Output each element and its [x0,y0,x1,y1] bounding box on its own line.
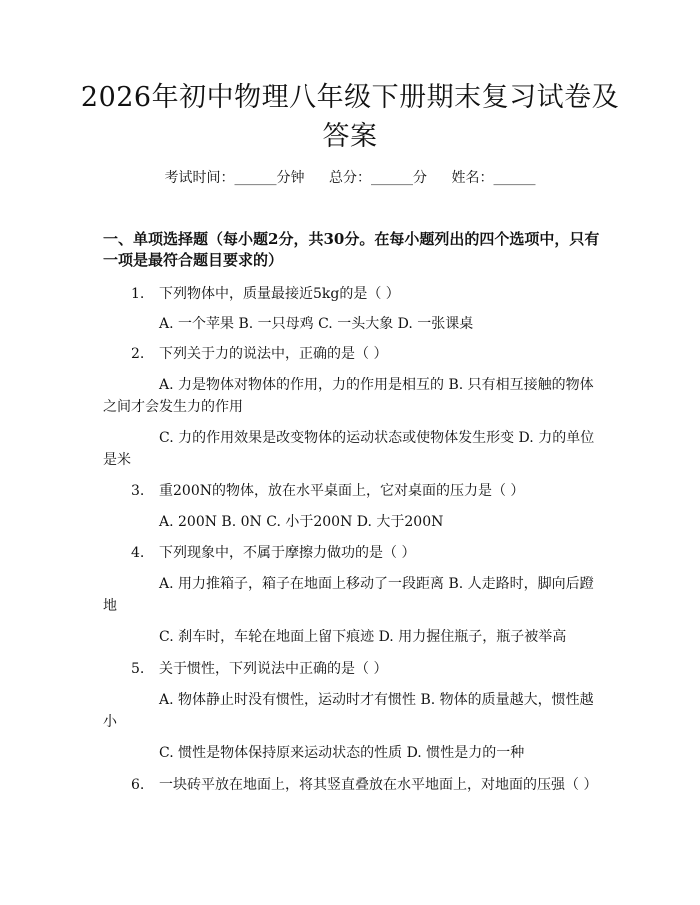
question-text: 一块砖平放在地面上，将其竖直叠放在水平地面上，对地面的压强（ ） [159,777,598,793]
question-5-options-cd: C. 惯性是物体保持原来运动状态的性质 D. 惯性是力的一种 [159,745,525,761]
question-text: 下列物体中，质量最接近5kg的是（ ） [159,286,400,302]
section-heading: 一、单项选择题（每小题2分，共30分。在每小题列出的四个选项中，只有一项是最符合题目要求的） [103,230,600,269]
question-2 [103,343,603,365]
question-5 [103,658,603,680]
question-text: 下列关于力的说法中，正确的是（ ） [159,346,388,362]
exam-time-field: 考试时间：______分钟 [164,170,305,186]
total-score-field: 总分：______分 [329,170,427,186]
question-1-options: A. 一个苹果 B. 一只母鸡 C. 一头大象 D. 一张课桌 [159,316,474,332]
question-4-options-ab: A. 用力推箱子，箱子在地面上移动了一段距离 B. 人走路时，脚向后蹬地 [103,576,594,614]
question-text: 下列现象中，不属于摩擦力做功的是（ ） [159,545,416,561]
question-number: 1. [131,286,145,302]
question-number: 5. [131,661,145,677]
question-2-options-ab: A. 力是物体对物体的作用，力的作用是相互的 B. 只有相互接触的物体之间才会发生力的作用 [103,377,594,415]
question-4-options-cd: C. 刹车时，车轮在地面上留下痕迹 D. 用力握住瓶子，瓶子被举高 [159,629,567,645]
question-1 [103,283,603,305]
question-5-options-ab: A. 物体静止时没有惯性，运动时才有惯性 B. 物体的质量越大，惯性越小 [103,692,594,730]
question-text: 重200N的物体，放在水平桌面上，它对桌面的压力是（ ） [159,483,525,499]
question-number: 3. [131,483,145,499]
question-4 [103,542,603,564]
exam-info-row [0,168,700,188]
question-3 [103,480,603,502]
question-number: 4. [131,545,145,561]
student-name-field: 姓名：______ [451,170,536,186]
question-number: 2. [131,346,145,362]
question-6 [103,774,603,796]
question-2-options-cd: C. 力的作用效果是改变物体的运动状态或使物体发生形变 D. 力的单位是米 [103,430,595,468]
page-title: 2026年初中物理八年级下册期末复习试卷及答案 [80,82,620,152]
question-3-options: A. 200N B. 0N C. 小于200N D. 大于200N [159,514,444,530]
question-number: 6. [131,777,145,793]
question-text: 关于惯性，下列说法中正确的是（ ） [159,661,388,677]
